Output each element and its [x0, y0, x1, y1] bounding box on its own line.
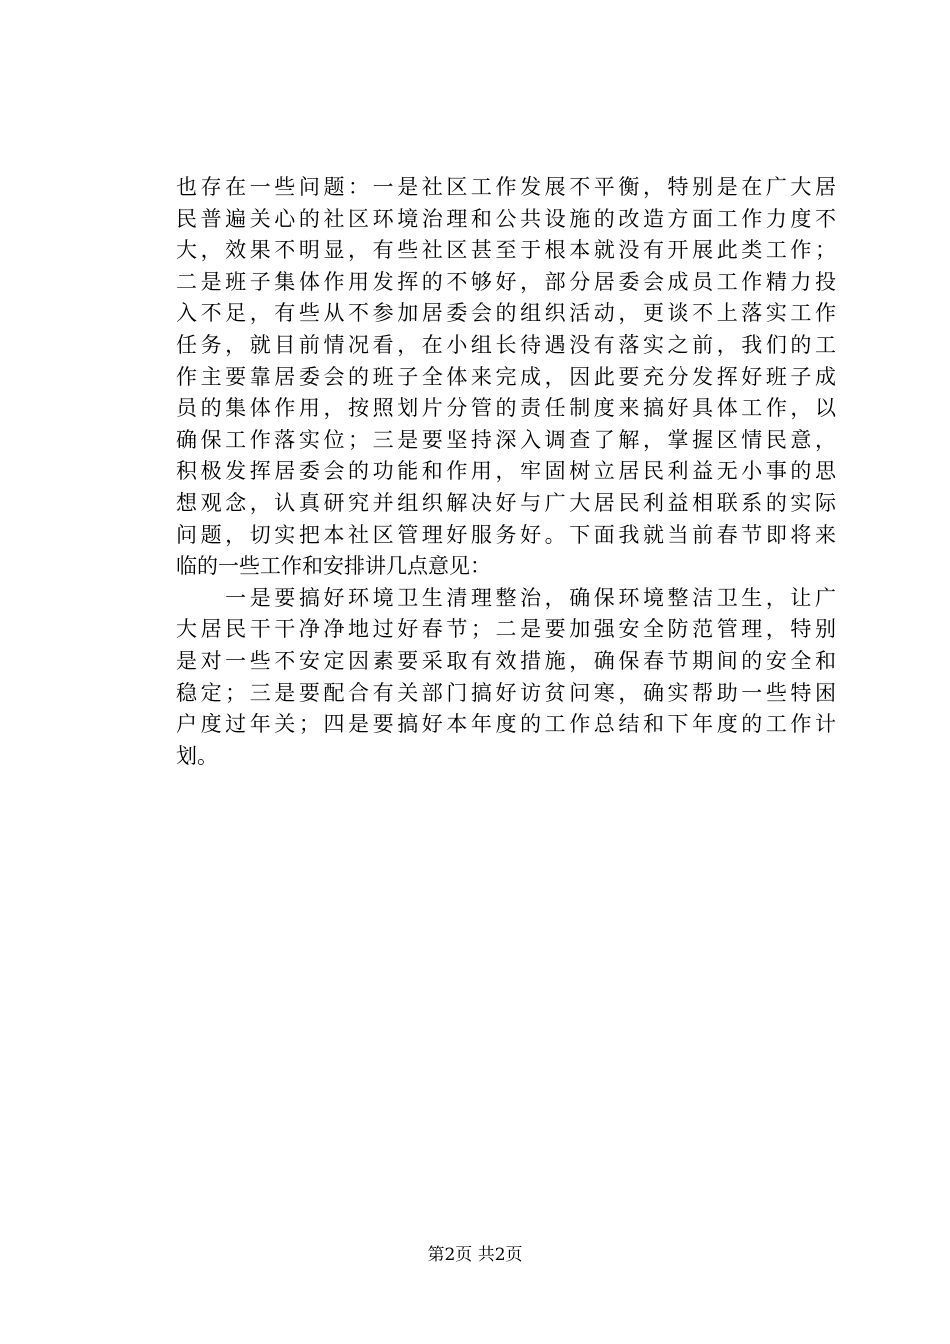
text-line: 确保工作落实位；三是要坚持深入调查了解，掌握区情民意， [176, 427, 836, 452]
text-line: 户度过年关；四是要搞好本年度的工作总结和下年度的工作计 [176, 712, 836, 737]
text-line: 临的一些工作和安排讲几点意见： [176, 554, 491, 579]
text-line: 稳定；三是要配合有关部门搞好访贫问寒，确实帮助一些特困 [176, 680, 836, 705]
text-line: 作主要靠居委会的班子全体来完成，因此要充分发挥好班子成 [176, 364, 836, 389]
page-footer: 第2页 共2页 [427, 1245, 523, 1265]
body-text [176, 172, 836, 772]
text-line: 问题，切实把本社区管理好服务好。下面我就当前春节即将来 [176, 522, 836, 547]
text-line: 任务，就目前情况看，在小组长待遇没有落实之前，我们的工 [176, 332, 836, 357]
text-line: 民普遍关心的社区环境治理和公共设施的改造方面工作力度不 [176, 206, 836, 231]
text-line: 积极发挥居委会的功能和作用，牢固树立居民利益无小事的思 [176, 459, 836, 484]
text-line: 想观念，认真研究并组织解决好与广大居民利益相联系的实际 [176, 490, 836, 515]
text-line: 二是班子集体作用发挥的不够好，部分居委会成员工作精力投 [176, 269, 836, 294]
text-line: 入不足，有些从不参加居委会的组织活动，更谈不上落实工作 [176, 301, 836, 326]
text-line: 也存在一些问题：一是社区工作发展不平衡，特别是在广大居 [176, 175, 836, 199]
text-line: 是对一些不安定因素要采取有效措施，确保春节期间的安全和 [176, 648, 836, 673]
text-line: 划。 [176, 743, 218, 768]
text-line: 员的集体作用，按照划片分管的责任制度来搞好具体工作，以 [176, 396, 836, 421]
text-line: 大，效果不明显，有些社区甚至于根本就没有开展此类工作； [176, 238, 836, 263]
text-line: 大居民干干净净地过好春节；二是要加强安全防范管理，特别 [176, 617, 836, 642]
text-line: 一是要搞好环境卫生清理整治，确保环境整洁卫生，让广 [176, 585, 836, 610]
